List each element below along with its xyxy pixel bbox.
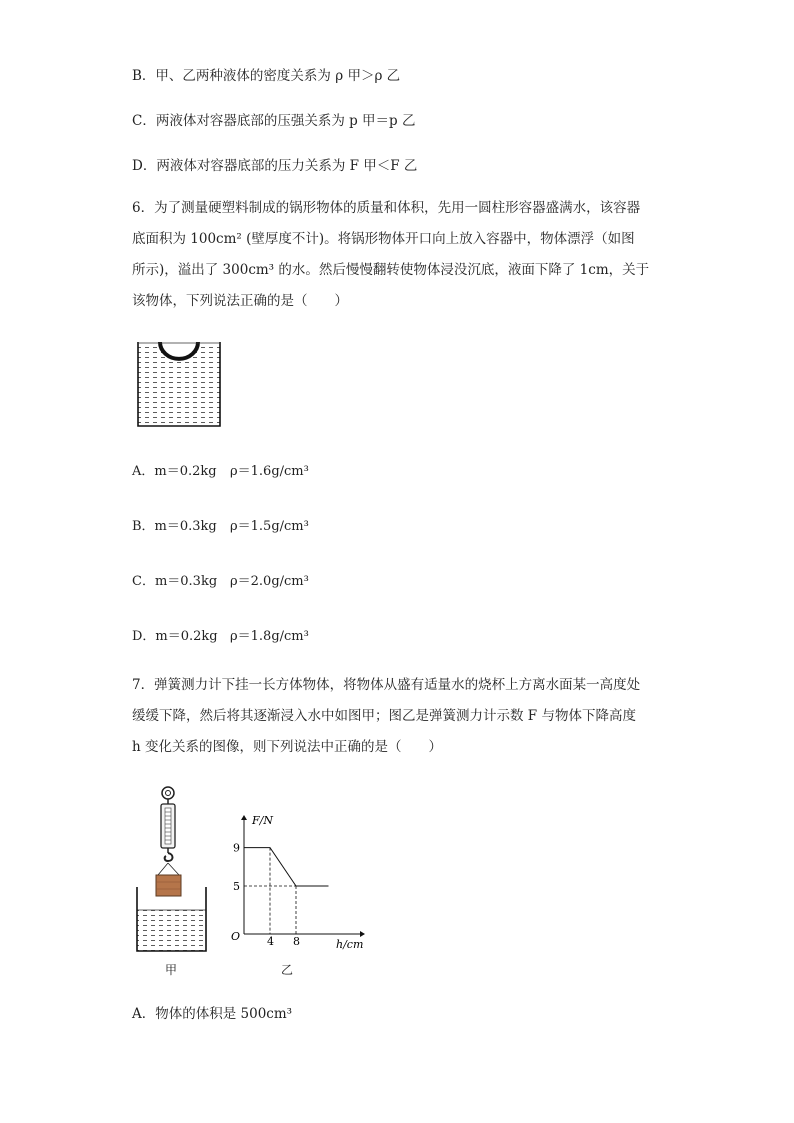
x-tick-4: 4 xyxy=(267,935,274,948)
q6-option-a xyxy=(132,460,309,479)
q5-option-b: B．甲、乙两种液体的密度关系为 ρ 甲＞ρ 乙 xyxy=(132,68,401,84)
q7-spring-scale-figure xyxy=(134,783,210,955)
x-axis-arrow xyxy=(360,931,365,937)
q6-line-1: 6．为了测量硬塑料制成的锅形物体的质量和体积，先用一圆柱形容器盛满水，该容器 xyxy=(132,200,641,216)
x-axis-label: h/cm xyxy=(336,938,364,951)
y-tick-9: 9 xyxy=(233,841,240,855)
q6-option-d xyxy=(132,625,309,644)
q6-line-3: 所示)，溢出了 300cm³ 的水。然后慢慢翻转使物体浸没沉底，液面下降了 1cm，关于 xyxy=(132,262,650,278)
q7-stem xyxy=(132,670,672,763)
x-tick-8: 8 xyxy=(293,935,300,948)
q7-force-height-graph xyxy=(228,812,368,954)
q6-option-a-density: ρ＝1.6g/cm³ xyxy=(230,464,309,479)
q7-line-2: 缓缓下降，然后将其逐渐浸入水中如图甲；图乙是弹簧测力计示数 F 与物体下降高度 xyxy=(132,708,636,724)
q6-line-4: 该物体，下列说法正确的是（ ） xyxy=(132,293,348,309)
q6-stem xyxy=(132,193,672,317)
q6-option-b-mass: B．m＝0.3kg xyxy=(132,519,217,534)
q6-option-b-density: ρ＝1.5g/cm³ xyxy=(230,519,309,534)
q7-figure-yi-caption: 乙 xyxy=(281,963,294,977)
q7-option-a: A．物体的体积是 500cm³ xyxy=(132,1006,293,1022)
q6-option-c xyxy=(132,570,309,589)
q7-line-3: h 变化关系的图像，则下列说法中正确的是（ ） xyxy=(132,739,442,755)
q6-container-figure xyxy=(136,340,222,428)
q7-line-1: 7．弹簧测力计下挂一长方体物体，将物体从盛有适量水的烧杯上方离水面某一高度处 xyxy=(132,677,641,693)
q6-option-a-mass: A．m＝0.2kg xyxy=(132,464,217,479)
y-axis-label: F/N xyxy=(252,814,273,827)
q6-option-d-density: ρ＝1.8g/cm³ xyxy=(230,629,309,644)
q5-option-c: C．两液体对容器底部的压强关系为 p 甲＝p 乙 xyxy=(132,113,416,129)
y-axis-arrow xyxy=(241,815,247,820)
q7-figure-jia-caption: 甲 xyxy=(165,963,178,977)
y-tick-5: 5 xyxy=(233,880,240,893)
q6-option-b xyxy=(132,515,309,534)
origin-label: O xyxy=(231,930,241,943)
q5-option-d: D．两液体对容器底部的压力关系为 F 甲＜F 乙 xyxy=(132,158,418,174)
q6-option-c-density: ρ＝2.0g/cm³ xyxy=(230,574,309,589)
q6-option-d-mass: D．m＝0.2kg xyxy=(132,629,218,644)
q6-line-2: 底面积为 100cm² (壁厚度不计)。将锅形物体开口向上放入容器中，物体漂浮（如图 xyxy=(132,231,635,247)
q6-option-c-mass: C．m＝0.3kg xyxy=(132,574,218,589)
force-line xyxy=(244,848,329,886)
